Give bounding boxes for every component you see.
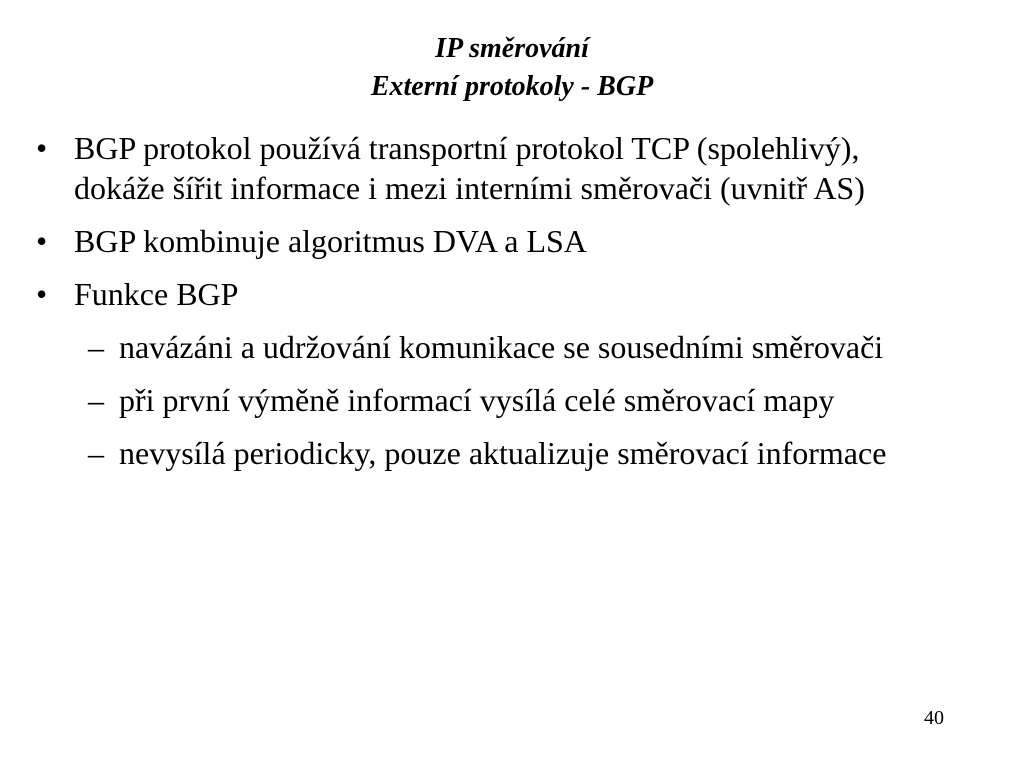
bullet-marker: • xyxy=(36,276,48,312)
bullet-item xyxy=(30,221,950,261)
sub-bullet-item xyxy=(30,433,950,473)
sub-bullet-item xyxy=(30,380,950,420)
sub-bullet-marker: – xyxy=(88,329,104,365)
bullet-item xyxy=(30,274,950,314)
bullet-text: BGP kombinuje algoritmus DVA a LSA xyxy=(74,223,587,259)
bullet-marker: • xyxy=(36,130,48,166)
slide-title xyxy=(0,30,1024,106)
sub-bullet-text: při první výměně informací vysílá celé směrovací mapy xyxy=(119,382,835,418)
page-number: 40 xyxy=(924,707,944,729)
title-line-1: IP směrování xyxy=(435,33,589,64)
bullet-item xyxy=(30,128,950,208)
sub-bullet-text: nevysílá periodicky, pouze aktualizuje směrovací informace xyxy=(119,435,887,471)
slide-content xyxy=(30,128,950,486)
bullet-marker: • xyxy=(36,223,48,259)
sub-bullet-item xyxy=(30,327,950,367)
bullet-text: BGP protokol používá transportní protokol TCP (spolehlivý), dokáže šířit informace i mezi interními směrovači (uvnitř AS) xyxy=(74,130,865,206)
title-line-2: Externí protokoly - BGP xyxy=(370,71,654,102)
sub-bullet-marker: – xyxy=(88,435,104,471)
sub-bullet-marker: – xyxy=(88,382,104,418)
sub-bullet-text: navázáni a udržování komunikace se sousedními směrovači xyxy=(119,329,884,365)
bullet-text: Funkce BGP xyxy=(74,276,239,312)
